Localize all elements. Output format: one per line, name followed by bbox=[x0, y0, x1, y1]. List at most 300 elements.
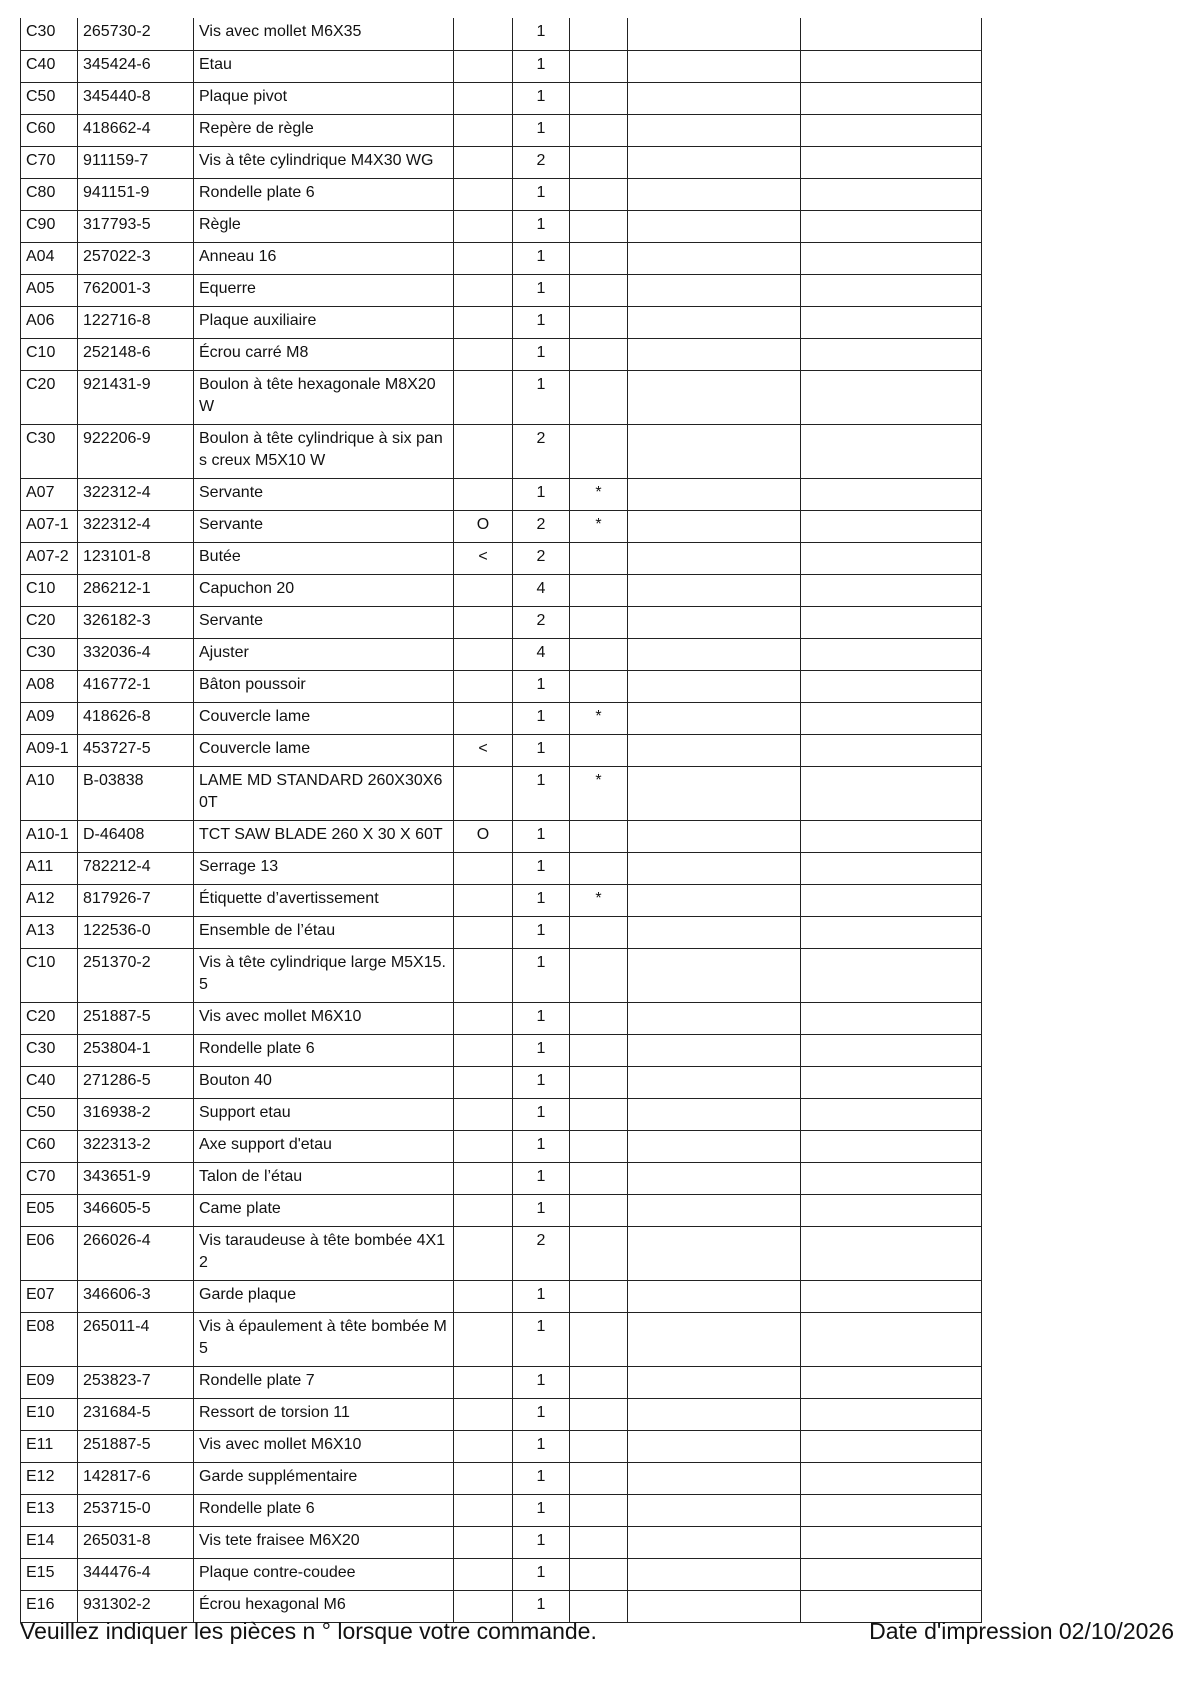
blank-cell bbox=[628, 1162, 801, 1194]
item-number-cell: C40 bbox=[21, 1066, 78, 1098]
part-number-cell: 316938-2 bbox=[78, 1098, 194, 1130]
note-cell bbox=[570, 1526, 628, 1558]
quantity-cell: 1 bbox=[513, 1098, 570, 1130]
part-number-cell: 817926-7 bbox=[78, 884, 194, 916]
item-number-cell: E11 bbox=[21, 1430, 78, 1462]
table-row bbox=[21, 702, 982, 734]
item-number-cell: E05 bbox=[21, 1194, 78, 1226]
description-cell: Servante bbox=[194, 478, 454, 510]
table-row bbox=[21, 766, 982, 820]
mark-cell bbox=[454, 574, 513, 606]
item-number-cell: C80 bbox=[21, 178, 78, 210]
mark-cell bbox=[454, 638, 513, 670]
mark-cell bbox=[454, 1366, 513, 1398]
quantity-cell: 1 bbox=[513, 274, 570, 306]
blank-cell bbox=[628, 50, 801, 82]
mark-cell: < bbox=[454, 734, 513, 766]
item-number-cell: C30 bbox=[21, 1034, 78, 1066]
note-cell bbox=[570, 638, 628, 670]
table-row bbox=[21, 478, 982, 510]
note-cell bbox=[570, 1558, 628, 1590]
item-number-cell: E16 bbox=[21, 1590, 78, 1622]
description-cell: Garde plaque bbox=[194, 1280, 454, 1312]
part-number-cell: 251370-2 bbox=[78, 948, 194, 1002]
blank-cell bbox=[801, 1130, 982, 1162]
part-number-cell: 251887-5 bbox=[78, 1002, 194, 1034]
quantity-cell: 1 bbox=[513, 1398, 570, 1430]
part-number-cell: 253715-0 bbox=[78, 1494, 194, 1526]
blank-cell bbox=[628, 370, 801, 424]
quantity-cell: 1 bbox=[513, 306, 570, 338]
part-number-cell: 123101-8 bbox=[78, 542, 194, 574]
description-cell: Ajuster bbox=[194, 638, 454, 670]
table-row bbox=[21, 18, 982, 50]
note-cell bbox=[570, 1162, 628, 1194]
blank-cell bbox=[628, 114, 801, 146]
note-cell bbox=[570, 574, 628, 606]
description-cell: Garde supplémentaire bbox=[194, 1462, 454, 1494]
mark-cell bbox=[454, 242, 513, 274]
table-row bbox=[21, 1558, 982, 1590]
note-cell bbox=[570, 542, 628, 574]
table-row bbox=[21, 306, 982, 338]
blank-cell bbox=[801, 1162, 982, 1194]
note-cell bbox=[570, 1494, 628, 1526]
description-cell: Vis à tête cylindrique large M5X15.5 bbox=[194, 948, 454, 1002]
quantity-cell: 1 bbox=[513, 916, 570, 948]
blank-cell bbox=[628, 1194, 801, 1226]
blank-cell bbox=[628, 766, 801, 820]
part-number-cell: 941151-9 bbox=[78, 178, 194, 210]
item-number-cell: A09-1 bbox=[21, 734, 78, 766]
description-cell: Écrou carré M8 bbox=[194, 338, 454, 370]
blank-cell bbox=[628, 670, 801, 702]
mark-cell bbox=[454, 1312, 513, 1366]
item-number-cell: A12 bbox=[21, 884, 78, 916]
note-cell bbox=[570, 820, 628, 852]
description-cell: Étiquette d’avertissement bbox=[194, 884, 454, 916]
blank-cell bbox=[801, 178, 982, 210]
note-cell bbox=[570, 424, 628, 478]
item-number-cell: E06 bbox=[21, 1226, 78, 1280]
blank-cell bbox=[801, 574, 982, 606]
description-cell: Equerre bbox=[194, 274, 454, 306]
mark-cell bbox=[454, 766, 513, 820]
table-row bbox=[21, 916, 982, 948]
note-cell bbox=[570, 1312, 628, 1366]
table-row bbox=[21, 1130, 982, 1162]
quantity-cell: 1 bbox=[513, 766, 570, 820]
note-cell bbox=[570, 114, 628, 146]
quantity-cell: 1 bbox=[513, 1462, 570, 1494]
part-number-cell: 286212-1 bbox=[78, 574, 194, 606]
description-cell: Vis tete fraisee M6X20 bbox=[194, 1526, 454, 1558]
blank-cell bbox=[628, 274, 801, 306]
quantity-cell: 1 bbox=[513, 1590, 570, 1622]
print-date: Date d'impression 02/10/2026 bbox=[869, 1618, 1174, 1644]
blank-cell bbox=[801, 1558, 982, 1590]
quantity-cell: 1 bbox=[513, 1066, 570, 1098]
quantity-cell: 1 bbox=[513, 1194, 570, 1226]
item-number-cell: E14 bbox=[21, 1526, 78, 1558]
table-row bbox=[21, 1398, 982, 1430]
table-row bbox=[21, 1098, 982, 1130]
quantity-cell: 2 bbox=[513, 542, 570, 574]
blank-cell bbox=[801, 1430, 982, 1462]
item-number-cell: C50 bbox=[21, 1098, 78, 1130]
note-cell bbox=[570, 670, 628, 702]
blank-cell bbox=[628, 1366, 801, 1398]
description-cell: Repère de règle bbox=[194, 114, 454, 146]
table-row bbox=[21, 1194, 982, 1226]
part-number-cell: 911159-7 bbox=[78, 146, 194, 178]
description-cell: LAME MD STANDARD 260X30X60T bbox=[194, 766, 454, 820]
description-cell: TCT SAW BLADE 260 X 30 X 60T bbox=[194, 820, 454, 852]
mark-cell bbox=[454, 1526, 513, 1558]
table-row bbox=[21, 670, 982, 702]
part-number-cell: 266026-4 bbox=[78, 1226, 194, 1280]
description-cell: Butée bbox=[194, 542, 454, 574]
note-cell bbox=[570, 18, 628, 50]
mark-cell bbox=[454, 852, 513, 884]
parts-table-body bbox=[21, 18, 982, 1622]
part-number-cell: 416772-1 bbox=[78, 670, 194, 702]
blank-cell bbox=[628, 82, 801, 114]
quantity-cell: 1 bbox=[513, 1280, 570, 1312]
part-number-cell: 762001-3 bbox=[78, 274, 194, 306]
table-row bbox=[21, 1312, 982, 1366]
item-number-cell: C70 bbox=[21, 146, 78, 178]
note-cell bbox=[570, 50, 628, 82]
blank-cell bbox=[628, 1226, 801, 1280]
blank-cell bbox=[801, 1226, 982, 1280]
item-number-cell: C30 bbox=[21, 638, 78, 670]
table-row bbox=[21, 1462, 982, 1494]
description-cell: Bâton poussoir bbox=[194, 670, 454, 702]
item-number-cell: E15 bbox=[21, 1558, 78, 1590]
blank-cell bbox=[628, 242, 801, 274]
mark-cell bbox=[454, 1280, 513, 1312]
part-number-cell: 322312-4 bbox=[78, 478, 194, 510]
item-number-cell: A05 bbox=[21, 274, 78, 306]
blank-cell bbox=[801, 1098, 982, 1130]
blank-cell bbox=[801, 478, 982, 510]
blank-cell bbox=[628, 1066, 801, 1098]
blank-cell bbox=[628, 542, 801, 574]
description-cell: Servante bbox=[194, 606, 454, 638]
blank-cell bbox=[801, 1526, 982, 1558]
part-number-cell: 253804-1 bbox=[78, 1034, 194, 1066]
table-row bbox=[21, 274, 982, 306]
quantity-cell: 1 bbox=[513, 478, 570, 510]
description-cell: Boulon à tête cylindrique à six pans creux M5X10 W bbox=[194, 424, 454, 478]
item-number-cell: E09 bbox=[21, 1366, 78, 1398]
item-number-cell: A10 bbox=[21, 766, 78, 820]
description-cell: Came plate bbox=[194, 1194, 454, 1226]
note-cell bbox=[570, 1366, 628, 1398]
blank-cell bbox=[801, 1494, 982, 1526]
note-cell: * bbox=[570, 766, 628, 820]
description-cell: Plaque contre-coudee bbox=[194, 1558, 454, 1590]
note-cell bbox=[570, 1280, 628, 1312]
blank-cell bbox=[628, 1312, 801, 1366]
description-cell: Rondelle plate 6 bbox=[194, 178, 454, 210]
quantity-cell: 1 bbox=[513, 210, 570, 242]
blank-cell bbox=[628, 424, 801, 478]
table-row bbox=[21, 1066, 982, 1098]
item-number-cell: A06 bbox=[21, 306, 78, 338]
quantity-cell: 2 bbox=[513, 510, 570, 542]
table-row bbox=[21, 50, 982, 82]
part-number-cell: B-03838 bbox=[78, 766, 194, 820]
blank-cell bbox=[628, 916, 801, 948]
note-cell bbox=[570, 1002, 628, 1034]
blank-cell bbox=[628, 146, 801, 178]
item-number-cell: E07 bbox=[21, 1280, 78, 1312]
description-cell: Couvercle lame bbox=[194, 702, 454, 734]
mark-cell bbox=[454, 338, 513, 370]
part-number-cell: 252148-6 bbox=[78, 338, 194, 370]
blank-cell bbox=[801, 1462, 982, 1494]
quantity-cell: 1 bbox=[513, 852, 570, 884]
item-number-cell: A07-1 bbox=[21, 510, 78, 542]
blank-cell bbox=[628, 306, 801, 338]
note-cell: * bbox=[570, 510, 628, 542]
table-row bbox=[21, 510, 982, 542]
blank-cell bbox=[801, 1034, 982, 1066]
mark-cell bbox=[454, 1130, 513, 1162]
description-cell: Plaque pivot bbox=[194, 82, 454, 114]
table-row bbox=[21, 1002, 982, 1034]
item-number-cell: C60 bbox=[21, 1130, 78, 1162]
table-row bbox=[21, 638, 982, 670]
item-number-cell: E10 bbox=[21, 1398, 78, 1430]
blank-cell bbox=[801, 852, 982, 884]
table-row bbox=[21, 370, 982, 424]
blank-cell bbox=[628, 1462, 801, 1494]
description-cell: Vis taraudeuse à tête bombée 4X12 bbox=[194, 1226, 454, 1280]
mark-cell bbox=[454, 1194, 513, 1226]
table-row bbox=[21, 1430, 982, 1462]
note-cell bbox=[570, 82, 628, 114]
table-row bbox=[21, 210, 982, 242]
part-number-cell: 231684-5 bbox=[78, 1398, 194, 1430]
mark-cell bbox=[454, 114, 513, 146]
quantity-cell: 1 bbox=[513, 1312, 570, 1366]
blank-cell bbox=[628, 1430, 801, 1462]
blank-cell bbox=[628, 852, 801, 884]
part-number-cell: 142817-6 bbox=[78, 1462, 194, 1494]
table-row bbox=[21, 574, 982, 606]
description-cell: Serrage 13 bbox=[194, 852, 454, 884]
table-row bbox=[21, 852, 982, 884]
quantity-cell: 1 bbox=[513, 734, 570, 766]
blank-cell bbox=[801, 1002, 982, 1034]
part-number-cell: 251887-5 bbox=[78, 1430, 194, 1462]
item-number-cell: C10 bbox=[21, 338, 78, 370]
quantity-cell: 2 bbox=[513, 1226, 570, 1280]
description-cell: Rondelle plate 7 bbox=[194, 1366, 454, 1398]
part-number-cell: 345440-8 bbox=[78, 82, 194, 114]
quantity-cell: 1 bbox=[513, 1034, 570, 1066]
quantity-cell: 1 bbox=[513, 82, 570, 114]
part-number-cell: 346605-5 bbox=[78, 1194, 194, 1226]
blank-cell bbox=[801, 1312, 982, 1366]
table-row bbox=[21, 338, 982, 370]
item-number-cell: C20 bbox=[21, 606, 78, 638]
mark-cell bbox=[454, 1226, 513, 1280]
blank-cell bbox=[801, 1066, 982, 1098]
blank-cell bbox=[628, 18, 801, 50]
quantity-cell: 4 bbox=[513, 638, 570, 670]
blank-cell bbox=[628, 820, 801, 852]
note-cell bbox=[570, 146, 628, 178]
note-cell bbox=[570, 1194, 628, 1226]
blank-cell bbox=[801, 1398, 982, 1430]
part-number-cell: 345424-6 bbox=[78, 50, 194, 82]
note-cell bbox=[570, 274, 628, 306]
note-cell: * bbox=[570, 478, 628, 510]
mark-cell bbox=[454, 670, 513, 702]
note-cell bbox=[570, 1226, 628, 1280]
part-number-cell: 931302-2 bbox=[78, 1590, 194, 1622]
blank-cell bbox=[801, 510, 982, 542]
blank-cell bbox=[801, 542, 982, 574]
description-cell: Talon de l’étau bbox=[194, 1162, 454, 1194]
note-cell bbox=[570, 1398, 628, 1430]
part-number-cell: 921431-9 bbox=[78, 370, 194, 424]
table-row bbox=[21, 1226, 982, 1280]
blank-cell bbox=[628, 1280, 801, 1312]
part-number-cell: 418662-4 bbox=[78, 114, 194, 146]
item-number-cell: C20 bbox=[21, 370, 78, 424]
part-number-cell: 265031-8 bbox=[78, 1526, 194, 1558]
part-number-cell: 265011-4 bbox=[78, 1312, 194, 1366]
part-number-cell: 253823-7 bbox=[78, 1366, 194, 1398]
description-cell: Servante bbox=[194, 510, 454, 542]
table-row bbox=[21, 1162, 982, 1194]
mark-cell bbox=[454, 1066, 513, 1098]
table-row bbox=[21, 884, 982, 916]
part-number-cell: 418626-8 bbox=[78, 702, 194, 734]
note-cell bbox=[570, 1034, 628, 1066]
mark-cell bbox=[454, 1398, 513, 1430]
note-cell bbox=[570, 370, 628, 424]
note-cell bbox=[570, 852, 628, 884]
blank-cell bbox=[628, 178, 801, 210]
item-number-cell: C40 bbox=[21, 50, 78, 82]
table-row bbox=[21, 948, 982, 1002]
blank-cell bbox=[801, 210, 982, 242]
quantity-cell: 2 bbox=[513, 424, 570, 478]
description-cell: Vis à épaulement à tête bombée M5 bbox=[194, 1312, 454, 1366]
note-cell bbox=[570, 210, 628, 242]
quantity-cell: 1 bbox=[513, 338, 570, 370]
blank-cell bbox=[628, 1130, 801, 1162]
part-number-cell: 122536-0 bbox=[78, 916, 194, 948]
note-cell bbox=[570, 1066, 628, 1098]
blank-cell bbox=[801, 638, 982, 670]
blank-cell bbox=[801, 948, 982, 1002]
part-number-cell: 317793-5 bbox=[78, 210, 194, 242]
quantity-cell: 1 bbox=[513, 370, 570, 424]
quantity-cell: 1 bbox=[513, 702, 570, 734]
description-cell: Écrou hexagonal M6 bbox=[194, 1590, 454, 1622]
mark-cell bbox=[454, 1558, 513, 1590]
blank-cell bbox=[628, 702, 801, 734]
blank-cell bbox=[801, 766, 982, 820]
description-cell: Couvercle lame bbox=[194, 734, 454, 766]
blank-cell bbox=[801, 606, 982, 638]
mark-cell bbox=[454, 82, 513, 114]
blank-cell bbox=[801, 916, 982, 948]
item-number-cell: A11 bbox=[21, 852, 78, 884]
description-cell: Plaque auxiliaire bbox=[194, 306, 454, 338]
table-row bbox=[21, 542, 982, 574]
description-cell: Boulon à tête hexagonale M8X20 W bbox=[194, 370, 454, 424]
part-number-cell: 343651-9 bbox=[78, 1162, 194, 1194]
mark-cell bbox=[454, 1462, 513, 1494]
description-cell: Anneau 16 bbox=[194, 242, 454, 274]
quantity-cell: 2 bbox=[513, 146, 570, 178]
blank-cell bbox=[801, 274, 982, 306]
table-row bbox=[21, 820, 982, 852]
mark-cell bbox=[454, 370, 513, 424]
blank-cell bbox=[628, 1034, 801, 1066]
mark-cell: O bbox=[454, 510, 513, 542]
blank-cell bbox=[801, 670, 982, 702]
blank-cell bbox=[801, 146, 982, 178]
description-cell: Etau bbox=[194, 50, 454, 82]
blank-cell bbox=[801, 820, 982, 852]
mark-cell bbox=[454, 884, 513, 916]
blank-cell bbox=[628, 1002, 801, 1034]
part-number-cell: 326182-3 bbox=[78, 606, 194, 638]
mark-cell bbox=[454, 146, 513, 178]
quantity-cell: 1 bbox=[513, 50, 570, 82]
mark-cell bbox=[454, 210, 513, 242]
note-cell bbox=[570, 734, 628, 766]
description-cell: Règle bbox=[194, 210, 454, 242]
table-row bbox=[21, 424, 982, 478]
mark-cell bbox=[454, 702, 513, 734]
quantity-cell: 4 bbox=[513, 574, 570, 606]
item-number-cell: E08 bbox=[21, 1312, 78, 1366]
blank-cell bbox=[628, 210, 801, 242]
quantity-cell: 1 bbox=[513, 18, 570, 50]
description-cell: Ressort de torsion 11 bbox=[194, 1398, 454, 1430]
description-cell: Bouton 40 bbox=[194, 1066, 454, 1098]
table-row bbox=[21, 734, 982, 766]
table-row bbox=[21, 114, 982, 146]
blank-cell bbox=[801, 242, 982, 274]
blank-cell bbox=[628, 338, 801, 370]
item-number-cell: C20 bbox=[21, 1002, 78, 1034]
quantity-cell: 1 bbox=[513, 178, 570, 210]
mark-cell bbox=[454, 1162, 513, 1194]
note-cell bbox=[570, 1098, 628, 1130]
blank-cell bbox=[801, 114, 982, 146]
quantity-cell: 1 bbox=[513, 114, 570, 146]
quantity-cell: 1 bbox=[513, 948, 570, 1002]
blank-cell bbox=[628, 734, 801, 766]
description-cell: Rondelle plate 6 bbox=[194, 1494, 454, 1526]
blank-cell bbox=[801, 50, 982, 82]
note-cell bbox=[570, 242, 628, 274]
part-number-cell: 257022-3 bbox=[78, 242, 194, 274]
blank-cell bbox=[801, 370, 982, 424]
mark-cell bbox=[454, 1098, 513, 1130]
